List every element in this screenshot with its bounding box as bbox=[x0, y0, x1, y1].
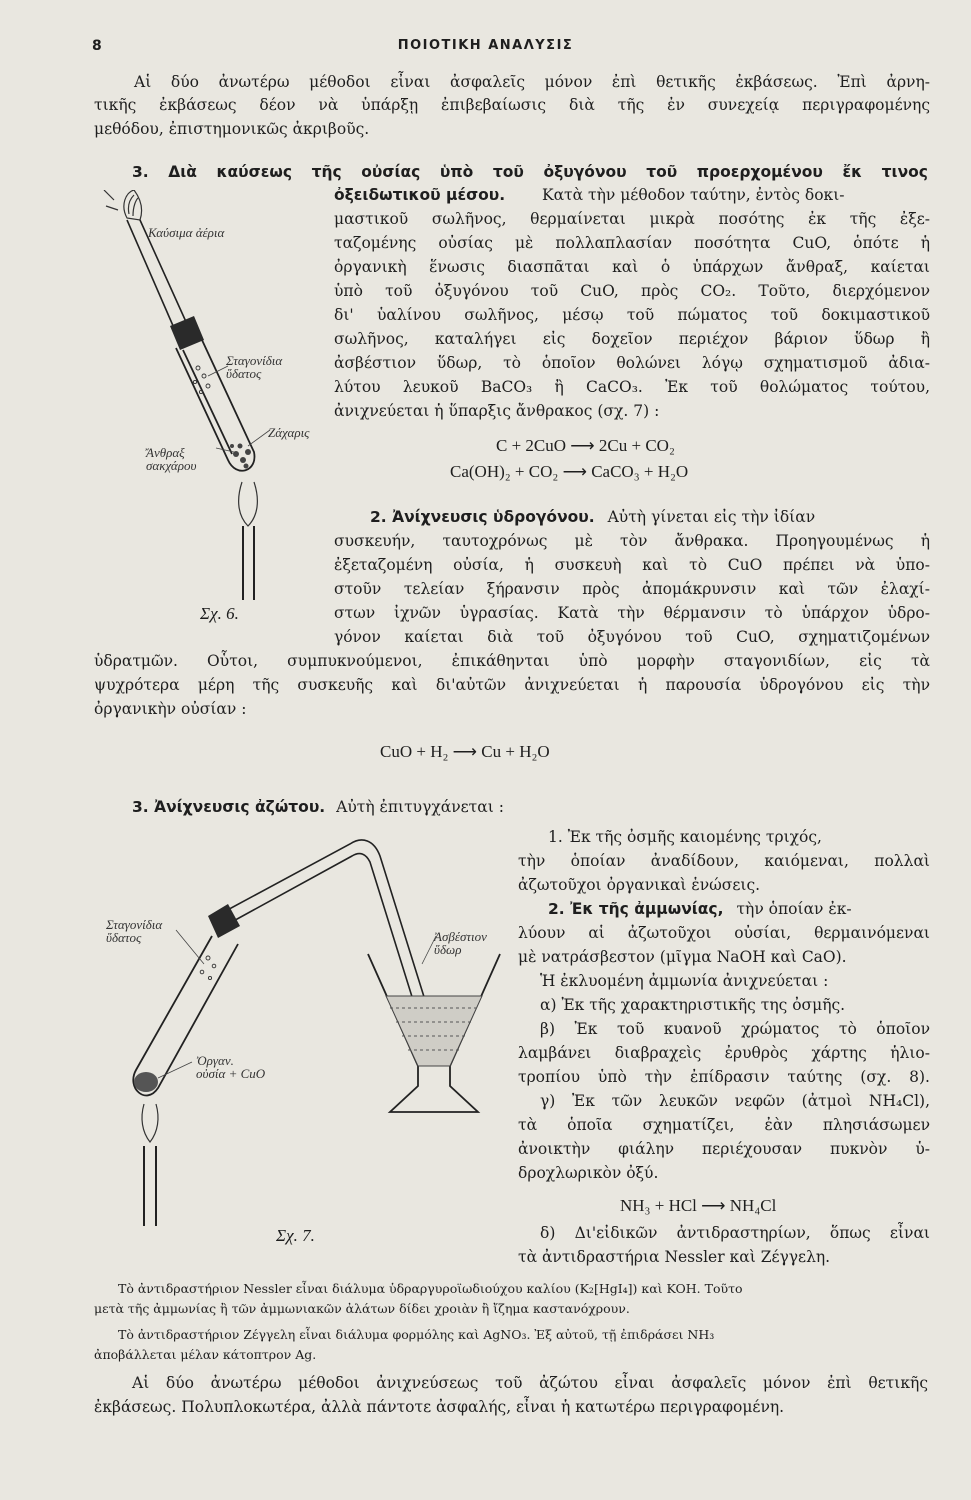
nitrogen-heading: 3. Ἀνίχνευσις ἀζώτου. bbox=[132, 798, 326, 816]
hydrogen-first-line bbox=[370, 506, 815, 528]
equation-limewater: Ca(OH)₂ + CO₂ ⟶ CaCO₃ + H₂O bbox=[450, 462, 689, 481]
fig7-water-droplets bbox=[200, 956, 216, 980]
h-line-4: γόνον καίεται διὰ τοῦ ὀξυγόνου τοῦ CuO, σχηματιζομένων bbox=[334, 628, 930, 646]
h-full-2: ὀργανικὴν οὐσίαν : bbox=[94, 700, 247, 718]
fig7-bunsen-burner bbox=[144, 1146, 156, 1226]
s3-line-7: ἀσβέστιον ὕδωρ, τὸ ὁποῖον θολώνει λόγῳ σχηματισμοῦ ἀδια- bbox=[334, 354, 930, 372]
page-header bbox=[0, 38, 971, 58]
footnote-line-3: ἀποβάλλεται μέλαν κάτοπτρον Ag. bbox=[94, 1347, 317, 1362]
intro-line-3: μεθόδου, ἐπιστημονικῶς ἀκριβοῦς. bbox=[94, 120, 370, 138]
bunsen-burner bbox=[243, 526, 254, 600]
figure6-caption: Σχ. 6. bbox=[200, 604, 239, 623]
hydrogen-heading: 2. Ἀνίχνευσις ὑδρογόνου. bbox=[370, 508, 595, 526]
closing-line-0: Αἱ δύο ἀνωτέρω μέθοδοι ἀνιχνεύσεως τοῦ ἀζώτου εἶναι ἀσφαλεῖς μόνον ἐπὶ θετικῆς bbox=[132, 1374, 928, 1392]
s3-line-8: λύτου λευκοῦ BaCO₃ ἢ CaCO₃. Ἐκ τοῦ θολώματος τούτου, bbox=[334, 378, 930, 396]
n-item1-line-1: ἀζωτοῦχοι ὀργανικαὶ ἑνώσεις. bbox=[518, 876, 761, 894]
n-item-d-line-0: δ) Δι'εἰδικῶν ἀντιδραστηρίων, ὅπως εἶναι bbox=[540, 1224, 930, 1242]
test-tube bbox=[176, 340, 254, 471]
n-item2-line-9: ἀνοικτὴν φιάλην περιέχουσαν πυκνὸν ὑ- bbox=[518, 1140, 930, 1158]
n-item2-line-2: Ἡ ἐκλυομένη ἀμμωνία ἀνιχνεύεται : bbox=[540, 972, 829, 990]
s3-line-9: ἀνιχνεύεται ἡ ὕπαρξις ἄνθρακος (σχ. 7) : bbox=[334, 402, 660, 420]
intro-line-2: τικῆς ἐκβάσεως δέον νὰ ὑπάρξῃ ἐπιβεβαίωσις διὰ τῆς ἐν συνεχείᾳ περιγραφομένης bbox=[94, 96, 930, 114]
s3-line-1: μαστικοῦ σωλῆνος, θερμαίνεται μικρὰ ποσότης ἐκ τῆς ἐξε- bbox=[334, 210, 930, 228]
figure7-apparatus bbox=[100, 816, 520, 1236]
stopper bbox=[170, 316, 204, 350]
h-full-1: ψυχρότερα μέρη τῆς συσκευῆς καὶ δι'αὐτῶν ἀνιχνεύεται ἡ παρουσία ὑδρογόνου εἰς τὴν bbox=[94, 676, 930, 694]
s3-line-6: σωλῆνος, καταλήγει εἰς δοχεῖον περιέχον βάριον ὕδωρ ἢ bbox=[334, 330, 930, 348]
sugar-charcoal bbox=[230, 444, 251, 469]
n-item2-line-1: μὲ νατράσβεστον (μῖγμα NaOH καὶ CaO). bbox=[518, 948, 847, 966]
n-item2-line-4: β) Ἐκ τοῦ κυανοῦ χρώματος τὸ ὁποῖον bbox=[540, 1020, 930, 1038]
equation-carbon: C + 2CuO ⟶ 2Cu + CO₂ bbox=[496, 436, 675, 455]
s3-line-5: δι' ὑαλίνου σωλῆνος, μέσῳ τοῦ πώματος τοῦ δοκιμαστικοῦ bbox=[334, 306, 930, 324]
delivery-tube bbox=[220, 840, 430, 1016]
footnote-line-0: Τὸ ἀντιδραστήριον Nessler εἶναι διάλυμα ὑδραργυροϊωδιούχου καλίου (K₂[HgI₄]) καὶ KOH. Τοῦτο bbox=[118, 1281, 743, 1296]
page-number: 8 bbox=[92, 38, 102, 54]
s3-line-4: ὑπὸ τοῦ ὀξυγόνου τοῦ CuO, πρὸς CO₂. Τοῦτο, διερχόμενον bbox=[334, 282, 930, 300]
s3-line-0: Κατὰ τὴν μέθοδον ταύτην, ἐντὸς δοκι- bbox=[542, 186, 845, 204]
s3-line-3: ὀργανικὴ ἕνωσις διασπᾶται καὶ ὁ ὑπάρχων ἄνθραξ, καίεται bbox=[334, 258, 930, 276]
n-item2-line-8: τὰ ὁποῖα σχηματίζει, ἐὰν πλησιάσωμεν bbox=[518, 1116, 930, 1134]
hydrogen-first: Αὐτὴ γίνεται εἰς τὴν ἰδίαν bbox=[607, 508, 816, 526]
fig6-label-drops: Σταγονίδια ὕδατος bbox=[226, 353, 283, 381]
n-item2-line-3: α) Ἐκ τῆς χαρακτηριστικῆς της ὀσμῆς. bbox=[540, 996, 846, 1014]
section3-heading-2: ὀξειδωτικοῦ μέσου. bbox=[334, 186, 506, 204]
s3-line-2: ταζομένης οὐσίας μὲ πολλαπλασίαν ποσότητα CuO, ὁπότε ἡ bbox=[334, 234, 930, 252]
h-line-3: στων ἰχνῶν ὑγρασίας. Κατὰ τὴν θέρμανσιν τὸ ὑπάρχον ὑδρο- bbox=[334, 604, 930, 622]
n-item2-first bbox=[548, 898, 852, 920]
running-title: ΠΟΙΟΤΙΚΗ ΑΝΑΛΥΣΙΣ bbox=[397, 38, 574, 53]
h-line-2: στοῦν τελείαν ξήρανσιν πρὸς ἀπομάκρυνσιν καὶ τῶν ἐλαχί- bbox=[334, 580, 930, 598]
n-item1-line-0: τὴν ὁποίαν ἀναδίδουν, καιόμεναι, πολλαὶ bbox=[518, 852, 930, 870]
equation-hydrogen: CuO + H₂ ⟶ Cu + H₂O bbox=[380, 742, 550, 761]
equation-ammonium: NH₃ + HCl ⟶ NH₄Cl bbox=[620, 1196, 777, 1215]
gas-flame-icon bbox=[104, 190, 142, 220]
n-item2-line-10: δροχλωρικὸν ὀξύ. bbox=[518, 1164, 659, 1182]
organic-substance bbox=[134, 1072, 158, 1092]
figure7-caption: Σχ. 7. bbox=[276, 1226, 315, 1245]
h-line-1: ἐξεταζομένη οὐσία, ἡ συσκευὴ καὶ τὸ CuO πρέπει νὰ ὑπο- bbox=[334, 556, 930, 574]
fig7-test-tube bbox=[133, 936, 238, 1095]
fig6-label-carbon: Ἄνθραξ σακχάρου bbox=[146, 445, 197, 473]
n-item2-heading: 2. Ἐκ τῆς ἀμμωνίας, bbox=[548, 900, 724, 918]
n-item2-line-7: γ) Ἐκ τῶν λευκῶν νεφῶν (ἀτμοὶ NH₄Cl), bbox=[540, 1092, 930, 1110]
outlet-tube bbox=[127, 220, 187, 328]
figure6-apparatus bbox=[100, 190, 330, 610]
fig7-label-drops: Σταγονίδια ὕδατος bbox=[106, 917, 163, 945]
burner-flame-icon bbox=[239, 482, 258, 526]
closing-line-1: ἐκβάσεως. Πολυπλοκωτέρα, ἀλλὰ πάντοτε ἀσφαλής, εἶναι ἡ κατωτέρω περιγραφομένη. bbox=[94, 1398, 785, 1416]
fig7-stopper bbox=[208, 904, 240, 938]
n-item2-line-5: λαμβάνει διαβραχεὶς ἐρυθρὸς χάρτης ἡλιο- bbox=[518, 1044, 930, 1062]
nitrogen-intro-line bbox=[132, 796, 504, 818]
h-full-0: ὑδρατμῶν. Οὗτοι, συμπυκνούμενοι, ἐπικάθηνται ὑπὸ μορφὴν σταγονιδίων, εἰς τὰ bbox=[94, 652, 930, 670]
n-item-d-line-1: τὰ ἀντιδραστήρια Nessler καὶ Ζέγγελη. bbox=[518, 1248, 831, 1266]
footnote-line-2: Τὸ ἀντιδραστήριον Ζέγγελη εἶναι διάλυμα φορμόλης καὶ AgNO₃. Ἐξ αὐτοῦ, τῇ ἐπιδράσει NH₃ bbox=[118, 1327, 715, 1342]
fig7-label-limewater: Ἀσβέστιον ὕδωρ bbox=[434, 929, 487, 957]
fig6-label-sugar: Ζάχαρις bbox=[268, 425, 310, 440]
nitrogen-intro: Αὐτὴ ἐπιτυγχάνεται : bbox=[336, 798, 504, 816]
limewater-liquid bbox=[386, 996, 482, 1066]
n-item2-rest: τὴν ὁποίαν ἐκ- bbox=[736, 900, 852, 918]
n-item2-line-6: τροπίου ὑπὸ τὴν ἐπίδρασιν ταύτης (σχ. 8). bbox=[518, 1068, 930, 1086]
intro-line-1: Αἱ δύο ἀνωτέρω μέθοδοι εἶναι ἀσφαλεῖς μόνον ἐπὶ θετικῆς ἐκβάσεως. Ἐπὶ ἀρνη- bbox=[134, 73, 930, 91]
fig7-label-organic: Ὀργαν. οὐσία + CuO bbox=[196, 1053, 266, 1081]
section3-heading: 3. Διὰ καύσεως τῆς οὐσίας ὑπὸ τοῦ ὀξυγόνου τοῦ προερχομένου ἔκ τινος bbox=[132, 163, 928, 181]
footnote-line-1: μετὰ τῆς ἀμμωνίας ἢ τῶν ἀμμωνιακῶν ἀλάτων δίδει χροιὰν ἢ ἴζημα καστανόχρουν. bbox=[94, 1301, 630, 1316]
h-line-0: συσκευήν, ταυτοχρόνως μὲ τὸν ἄνθρακα. Προηγουμένως ἡ bbox=[334, 532, 930, 550]
fig7-burner-flame-icon bbox=[142, 1104, 158, 1142]
fig6-leaders bbox=[208, 366, 270, 452]
n-item2-line-0: λύουν αἱ ἀζωτοῦχοι οὐσίαι, θερμαινόμεναι bbox=[518, 924, 930, 942]
n-item1-heading: 1. Ἐκ τῆς ὀσμῆς καιομένης τριχός, bbox=[548, 828, 822, 846]
fig6-label-gas: Καύσιμα ἀέρια bbox=[148, 225, 225, 240]
